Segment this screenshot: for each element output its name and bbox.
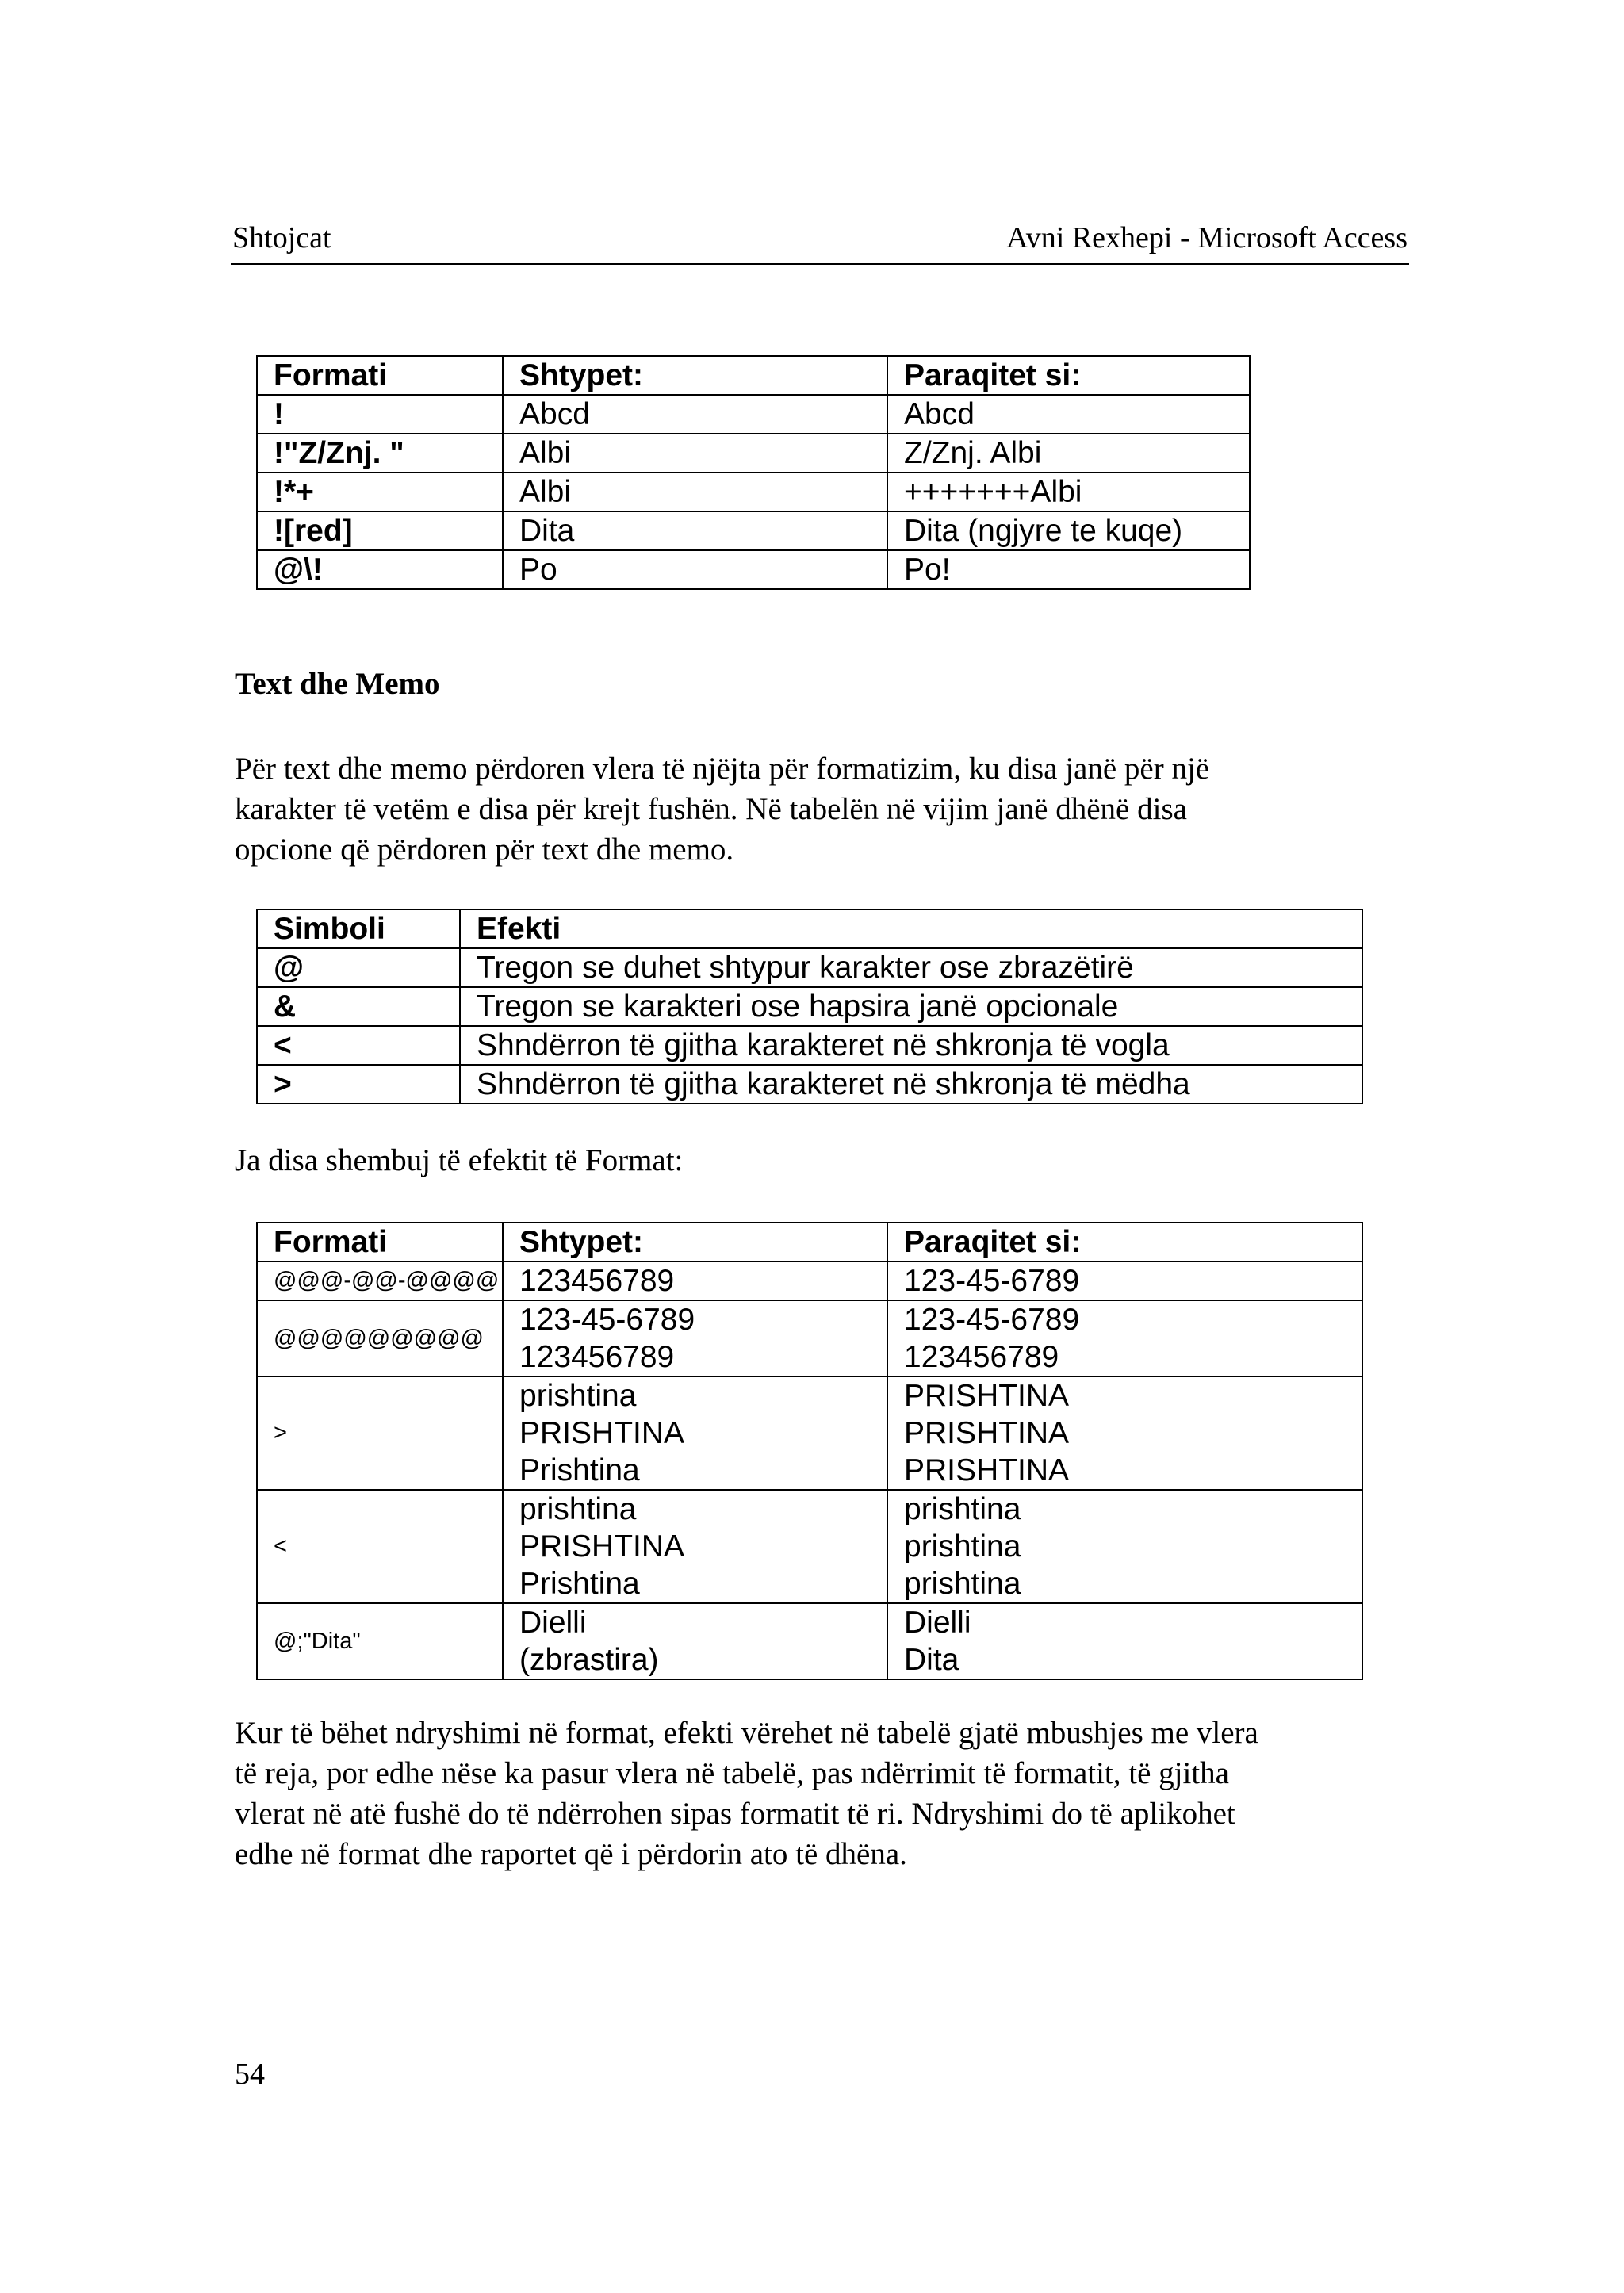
column-header: Paraqitet si:: [887, 356, 1250, 395]
typed-cell: [503, 1261, 887, 1300]
paragraph-line: vlerat në atë fushë do të ndërrohen sipas formatit të ri. Ndryshimi do të aplikohet: [235, 1797, 1235, 1831]
typed-value: Prishtina: [519, 1567, 640, 1601]
paragraph-line: opcione që përdoren për text dhe memo.: [235, 833, 734, 867]
effect-cell: Shndërron të gjitha karakteret në shkronja të mëdha: [460, 1065, 1362, 1104]
typed-value: prishtina: [519, 1492, 637, 1526]
typed-value: 123456789: [519, 1340, 675, 1374]
typed-value: PRISHTINA: [519, 1416, 685, 1450]
typed-value: 123-45-6789: [519, 1303, 695, 1337]
table-header-row: [257, 356, 1250, 395]
shown-value: 123-45-6789: [904, 1303, 1080, 1337]
header-section-title: Shtojcat: [232, 221, 331, 255]
paragraph-line: karakter të vetëm e disa për krejt fushën. Në tabelën në vijim janë dhënë disa: [235, 792, 1187, 826]
format-cell: @@@@@@@@@: [257, 1300, 503, 1376]
symbol-cell: &: [257, 987, 460, 1026]
table-row: [257, 1300, 1362, 1376]
typed-value: Prishtina: [519, 1453, 640, 1487]
shown-value: 123-45-6789: [904, 1264, 1080, 1298]
paragraph-conclusion: [235, 1713, 1392, 1874]
shown-value: PRISHTINA: [904, 1416, 1070, 1450]
column-header: Formati: [257, 1223, 503, 1261]
header-author-title: Avni Rexhepi - Microsoft Access: [1006, 221, 1408, 255]
table-row: [257, 1490, 1362, 1603]
column-header: Formati: [257, 356, 503, 395]
table-row: [257, 1261, 1362, 1300]
typed-cell: Abcd: [503, 395, 887, 434]
shown-cell: [887, 1376, 1362, 1490]
paragraph-intro: [235, 748, 1377, 870]
section-heading: Text dhe Memo: [235, 667, 440, 701]
format-cell: <: [257, 1490, 503, 1603]
shown-value: prishtina: [904, 1529, 1021, 1564]
shown-value: 123456789: [904, 1340, 1059, 1374]
symbol-cell: <: [257, 1026, 460, 1065]
format-examples-table-2: [256, 1222, 1363, 1680]
shown-cell: +++++++Albi: [887, 473, 1250, 511]
shown-value: prishtina: [904, 1567, 1021, 1601]
shown-value: PRISHTINA: [904, 1453, 1070, 1487]
typed-cell: Po: [503, 550, 887, 589]
typed-cell: Albi: [503, 434, 887, 473]
page-header: [231, 219, 1409, 265]
column-header: Simboli: [257, 909, 460, 948]
shown-value: Dielli: [904, 1606, 971, 1640]
column-header: Shtypet:: [503, 356, 887, 395]
typed-cell: [503, 1300, 887, 1376]
column-header: Shtypet:: [503, 1223, 887, 1261]
format-examples-table-1: [256, 355, 1251, 590]
paragraph-line: edhe në format dhe raportet që i përdorin ato të dhëna.: [235, 1837, 907, 1871]
format-cell: >: [257, 1376, 503, 1490]
symbols-table: [256, 909, 1363, 1104]
typed-cell: [503, 1603, 887, 1679]
format-cell: @@@-@@-@@@@: [257, 1261, 503, 1300]
table-row: [257, 1603, 1362, 1679]
shown-value: prishtina: [904, 1492, 1021, 1526]
shown-cell: [887, 1603, 1362, 1679]
shown-value: Dita: [904, 1643, 959, 1677]
shown-cell: Abcd: [887, 395, 1250, 434]
shown-cell: [887, 1490, 1362, 1603]
typed-value: PRISHTINA: [519, 1529, 685, 1564]
table-row: [257, 948, 1362, 987]
column-header: Paraqitet si:: [887, 1223, 1362, 1261]
format-cell: @;"Dita": [257, 1603, 503, 1679]
paragraph-line: të reja, por edhe nëse ka pasur vlera në tabelë, pas ndërrimit të formatit, të gjitha: [235, 1756, 1229, 1790]
shown-cell: Po!: [887, 550, 1250, 589]
shown-cell: Z/Znj. Albi: [887, 434, 1250, 473]
paragraph-line: Kur të bëhet ndryshimi në format, efekti vërehet në tabelë gjatë mbushjes me vlera: [235, 1716, 1258, 1750]
shown-cell: Dita (ngjyre te kuqe): [887, 511, 1250, 550]
format-cell: !: [257, 395, 503, 434]
typed-cell: [503, 1490, 887, 1603]
format-cell: ![red]: [257, 511, 503, 550]
typed-cell: [503, 1376, 887, 1490]
table-row: [257, 395, 1250, 434]
symbol-cell: >: [257, 1065, 460, 1104]
table-row: [257, 550, 1250, 589]
effect-cell: Shndërron të gjitha karakteret në shkronja të vogla: [460, 1026, 1362, 1065]
table-header-row: [257, 1223, 1362, 1261]
typed-value: Dielli: [519, 1606, 587, 1640]
table-row: [257, 473, 1250, 511]
paragraph-line: Për text dhe memo përdoren vlera të njëjta për formatizim, ku disa janë për një: [235, 752, 1210, 786]
paragraph-examples-intro: Ja disa shembuj të efektit të Format:: [235, 1143, 684, 1177]
table-row: [257, 511, 1250, 550]
page-number: 54: [235, 2058, 265, 2091]
effect-cell: Tregon se karakteri ose hapsira janë opcionale: [460, 987, 1362, 1026]
typed-value: (zbrastira): [519, 1643, 659, 1677]
table-header-row: [257, 909, 1362, 948]
table-row: [257, 1026, 1362, 1065]
table-row: [257, 1376, 1362, 1490]
typed-value: prishtina: [519, 1379, 637, 1413]
format-cell: @\!: [257, 550, 503, 589]
format-cell: !*+: [257, 473, 503, 511]
shown-value: PRISHTINA: [904, 1379, 1070, 1413]
typed-cell: Albi: [503, 473, 887, 511]
typed-value: 123456789: [519, 1264, 675, 1298]
table-row: [257, 987, 1362, 1026]
column-header: Efekti: [460, 909, 1362, 948]
table-row: [257, 1065, 1362, 1104]
shown-cell: [887, 1261, 1362, 1300]
shown-cell: [887, 1300, 1362, 1376]
effect-cell: Tregon se duhet shtypur karakter ose zbrazëtirë: [460, 948, 1362, 987]
format-cell: !"Z/Znj. ": [257, 434, 503, 473]
symbol-cell: @: [257, 948, 460, 987]
table-row: [257, 434, 1250, 473]
typed-cell: Dita: [503, 511, 887, 550]
